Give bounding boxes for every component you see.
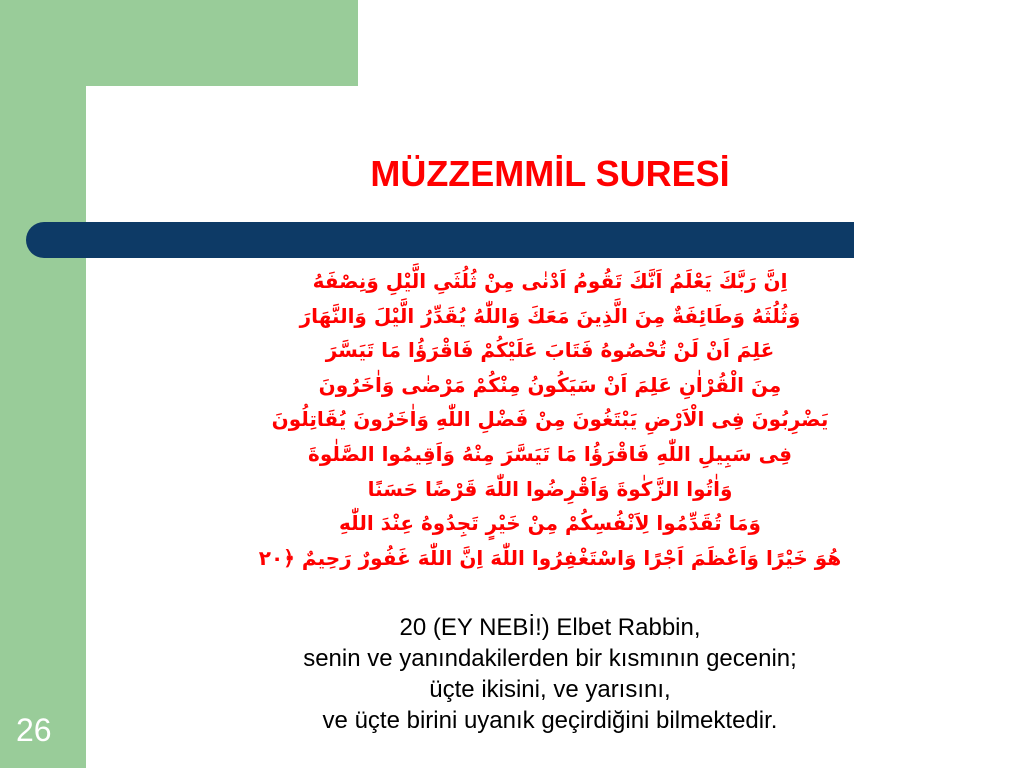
arabic-verse-line: هُوَ خَيْرًا وَاَعْظَمَ اَجْرًا وَاسْتَغْفِرُوا اللّٰهَ اِنَّ اللّٰهَ غَفُورٌ رَحِيمٌ ﴿٢٠	[258, 545, 842, 570]
arabic-verse-line: وَثُلُثَهُ وَطَائِفَةٌ مِنَ الَّذِينَ مَعَكَ وَاللّٰهُ يُقَدِّرُ الَّيْلَ وَالنَّهَارَ	[299, 303, 801, 328]
arabic-verse-line: وَمَا تُقَدِّمُوا لِاَنْفُسِكُمْ مِنْ خَيْرٍ تَجِدُوهُ عِنْدَ اللّٰهِ	[339, 511, 761, 536]
arabic-verse-block	[200, 264, 900, 575]
arabic-verse-line: اِنَّ رَبَّكَ يَعْلَمُ اَنَّكَ تَقُومُ اَدْنٰى مِنْ ثُلُثَىِ الَّيْلِ وَنِصْفَهُ	[312, 269, 788, 293]
arabic-verse-line: عَلِمَ اَنْ لَنْ تُحْصُوهُ فَتَابَ عَلَيْكُمْ فَاقْرَؤُا مَا تَيَسَّرَ	[325, 338, 775, 363]
slide-title: MÜZZEMMİL SURESİ	[370, 153, 730, 194]
arabic-verse-line: يَضْرِبُونَ فِى الْاَرْضِ يَبْتَغُونَ مِنْ فَضْلِ اللّٰهِ وَاٰخَرُونَ يُقَاتِلُونَ	[271, 407, 829, 432]
translation-line: üçte ikisini, ve yarısını,	[429, 676, 671, 703]
top-green-band	[0, 0, 358, 86]
arabic-verse-line: فِى سَبِيلِ اللّٰهِ فَاقْرَؤُا مَا تَيَسَّرَ مِنْهُ وَاَقِيمُوا الصَّلٰوةَ	[308, 441, 792, 466]
slide-page-number: 26	[16, 712, 52, 748]
translation-line: ve üçte birini uyanık geçirdiğini bilmektedir.	[322, 707, 778, 734]
translation-line: 20 (EY NEBİ!) Elbet Rabbin,	[399, 614, 701, 641]
title-underline-bar	[26, 222, 854, 258]
rounded-content-corner	[86, 86, 206, 206]
left-green-band	[0, 0, 86, 768]
arabic-verse-line: وَاٰتُوا الزَّكٰوةَ وَاَقْرِضُوا اللّٰهَ قَرْضًا حَسَنًا	[367, 476, 733, 501]
translation-block	[170, 612, 930, 736]
translation-line: senin ve yanındakilerden bir kısmının gecenin;	[303, 645, 797, 672]
arabic-verse-line: مِنَ الْقُرْاٰنِ عَلِمَ اَنْ سَيَكُونُ مِنْكُمْ مَرْضٰى وَاٰخَرُونَ	[318, 372, 782, 397]
